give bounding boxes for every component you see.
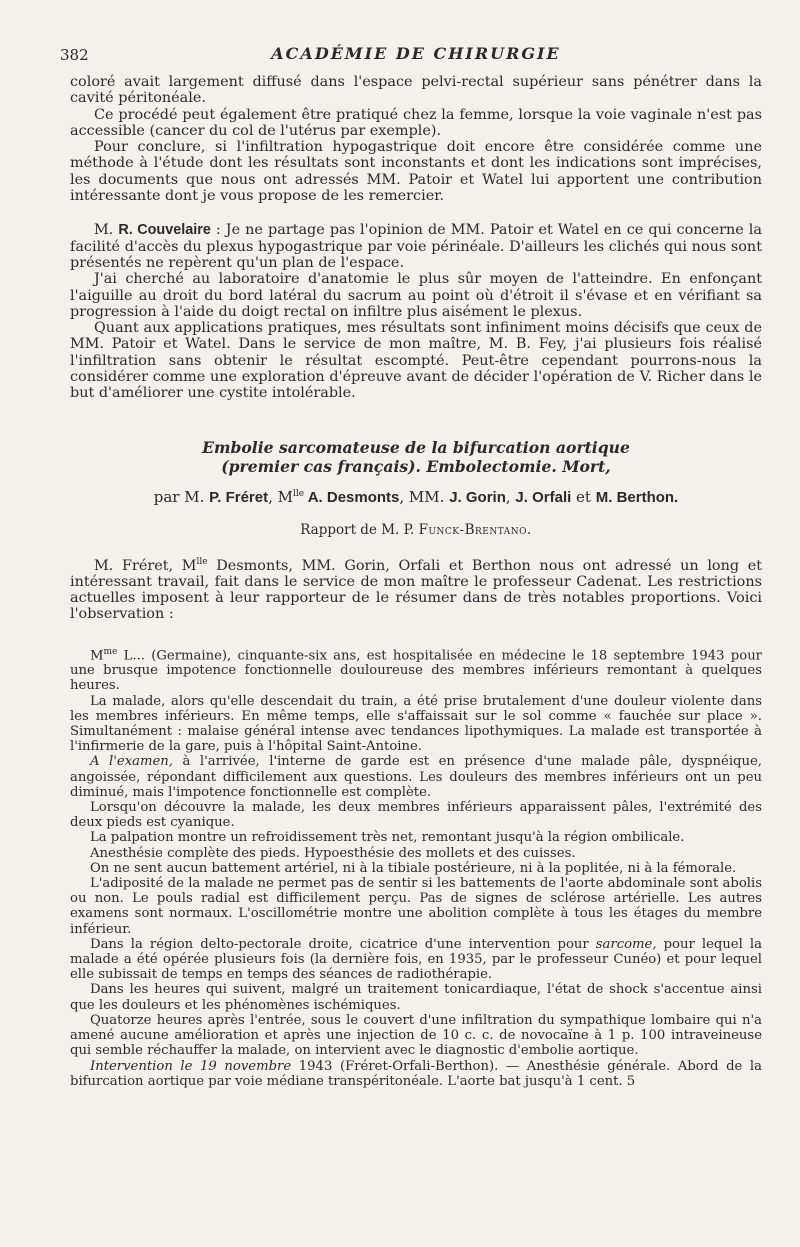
authors-separator: , MM. bbox=[399, 487, 450, 506]
paragraph: Pour conclure, si l'infiltration hypogastrique doit encore être considérée comme une méthode à l'étude dont les résultats sont inconstants et dont les indications sont imprécises, les documents que nous ont adressés MM. Patoir et Watel lui apportent une contribution intéressante dont je vous propose de les remercier. bbox=[70, 139, 762, 205]
author-name: P. Fréret bbox=[209, 488, 269, 506]
observation bbox=[70, 645, 762, 1089]
observation-paragraph bbox=[70, 645, 762, 694]
paragraph: Ce procédé peut également être pratiqué chez la femme, lorsque la voie vaginale n'est pas accessible (cancer du col de l'utérus par exemple). bbox=[70, 106, 762, 139]
emphasis: A l'examen, bbox=[90, 754, 173, 770]
paragraph: coloré avait largement diffusé dans l'espace pelvi-rectal supérieur sans pénétrer dans la cavité péritonéale. bbox=[70, 74, 762, 107]
observation-paragraph bbox=[70, 1059, 762, 1089]
authors-prefix: par M. bbox=[153, 487, 210, 506]
observation-paragraph: La malade, alors qu'elle descendait du train, a été prise brutalement d'une douleur violente dans les membres inférieurs. En même temps, elle s'affaissait sur le sol comme « fauchée sur place ». Simultanément : malaise général intense avec tendances lipothymiques. La malade est transportée à l'infirmerie de la gare, puis à l'hôpital Saint-Antoine. bbox=[70, 693, 762, 755]
observation-paragraph: Dans les heures qui suivent, malgré un traitement tonicardiaque, l'état de shock s'accentue ainsi que les douleurs et les phénomènes ischémiques. bbox=[70, 982, 762, 1013]
observation-paragraph: La palpation montre un refroidissement très net, remontant jusqu'à la région ombilicale. bbox=[90, 830, 685, 846]
report-byline bbox=[70, 522, 762, 538]
observation-paragraph bbox=[70, 937, 762, 983]
speaker-prefix: M. bbox=[94, 222, 114, 239]
text-run: 1943 (Fréret-Orfali-Berthon). — Anesthésie générale. Abord de la bifurcation aortique par voie médiane transpéritonéale. L'aorte bat jusqu'à 1 cent. 5 bbox=[70, 1058, 762, 1089]
observation-paragraph bbox=[70, 754, 762, 800]
running-head: ACADÉMIE DE CHIRURGIE bbox=[271, 44, 561, 63]
page-number: 382 bbox=[60, 46, 89, 64]
observation-paragraph: L'adiposité de la malade ne permet pas de sentir si les battements de l'aorte abdominale sont abolis ou non. Le pouls radial est difficilement perçu. Pas de signes de sclérose artérielle. Les autres examens sont normaux. L'oscillométrie montre une abolition complète à tous les étages du membre inférieur. bbox=[70, 876, 762, 937]
rapporteur-name: Funck-Brentano. bbox=[418, 521, 532, 538]
text-run: Desmonts, MM. Gorin, Orfali et Berthon nous ont adressé un long et intéressant travail, fait dans le service de mon maître le professeur Cadenat. Les restrictions actuelles imposent à leur rapporteur de le résumer dans de très notables proportions. Voici l'observation : bbox=[70, 557, 763, 623]
observation-paragraph: On ne sent aucun battement artériel, ni à la tibiale postérieure, ni à la poplitée, ni à la fémorale. bbox=[90, 860, 737, 876]
article-title-line: (premier cas français). Embolectomie. Mort, bbox=[221, 456, 611, 476]
paragraph: Quant aux applications pratiques, mes résultats sont infiniment moins décisifs que ceux de MM. Patoir et Watel. Dans le service de mon maître, M. B. Fey, j'ai plusieurs fois réalisé l'infiltration sans obtenir le résultat escompté. Peut-être cependant pourrons-nous la considérer comme une exploration d'épreuve avant de décider l'opération de V. Richer dans le but d'améliorer une cystite intolérable. bbox=[70, 320, 762, 402]
text-run: M bbox=[90, 648, 104, 664]
authors-separator: , M bbox=[268, 487, 293, 506]
author-name: A. Desmonts bbox=[304, 488, 400, 506]
page-header bbox=[60, 38, 762, 74]
observation-paragraph: Anesthésie complète des pieds. Hypoesthésie des mollets et des cuisses. bbox=[90, 845, 576, 861]
text-run: L... (Germaine), cinquante-six ans, est hospitalisée en médecine le 18 septembre 1943 pour une brusque impotence fonctionnelle douloureuse des membres inférieurs remontant à quelques heures. bbox=[70, 648, 762, 694]
observation-paragraph: Lorsqu'on découvre la malade, les deux membres inférieurs apparaissent pâles, l'extrémité des deux pieds est cyanique. bbox=[70, 800, 762, 831]
paragraph: J'ai cherché au laboratoire d'anatomie le plus sûr moyen de l'atteindre. En enfonçant l'aiguille au droit du bord latéral du sacrum au point où d'étroit il s'évase et en vérifiant sa progression à l'aide du doigt rectal on infiltre plus aisément le plexus. bbox=[70, 271, 762, 320]
author-name: J. Gorin bbox=[449, 488, 506, 506]
authors-separator: et bbox=[571, 487, 596, 506]
article-title-line: Embolie sarcomateuse de la bifurcation aortique bbox=[202, 437, 630, 457]
text-run: M. Fréret, M bbox=[94, 557, 197, 574]
text-run: pour lequel la malade a été opérée plusieurs fois (la dernière fois, en 1935, par le professeur Cunéo) et pour lequel elle subissait de temps en temps des séances de radiothérapie. bbox=[70, 936, 762, 983]
paragraph bbox=[70, 554, 762, 623]
text-run: Dans la région delto-pectorale droite, cicatrice d'une intervention pour bbox=[90, 936, 596, 952]
report-prefix: Rapport de M. P. bbox=[300, 521, 419, 538]
text-run: à l'arrivée, l'interne de garde est en présence d'une malade pâle, dyspnéique, angoissée, répondant difficilement aux questions. Les douleurs des membres inférieurs ont un peu diminué, mais l'impotence fonctionnelle est complète. bbox=[70, 754, 762, 800]
discussion-paragraph bbox=[70, 222, 762, 271]
observation-paragraph: Quatorze heures après l'entrée, sous le couvert d'une infiltration du sympathique lombaire qui n'a amené aucune amélioration et après une injection de 10 c. c. de novocaïne à 1 p. 100 intraveineuse qui semble réchauffer la malade, on intervient avec le diagnostic d'embolie aortique. bbox=[70, 1012, 762, 1059]
article-title bbox=[70, 438, 762, 476]
author-name: J. Orfali bbox=[515, 488, 572, 506]
speaker-name: R. Couvelaire bbox=[118, 222, 211, 239]
article-authors bbox=[70, 488, 762, 506]
authors-superscript: lle bbox=[293, 488, 305, 499]
authors-separator: , bbox=[505, 487, 516, 506]
discussion-text: : Je ne partage pas l'opinion de MM. Patoir et Watel en ce qui concerne la facilité d'accès du plexus hypogastrique par voie périnéale. D'ailleurs les clichés qui nous sont présentés ne repèrent qu'un plan de l'espace. bbox=[70, 222, 762, 271]
author-name: M. Berthon. bbox=[595, 488, 679, 506]
superscript: me bbox=[103, 646, 118, 657]
emphasis: sarcome, bbox=[595, 936, 657, 952]
superscript: lle bbox=[196, 556, 208, 567]
emphasis: Intervention le 19 novembre bbox=[90, 1058, 292, 1074]
